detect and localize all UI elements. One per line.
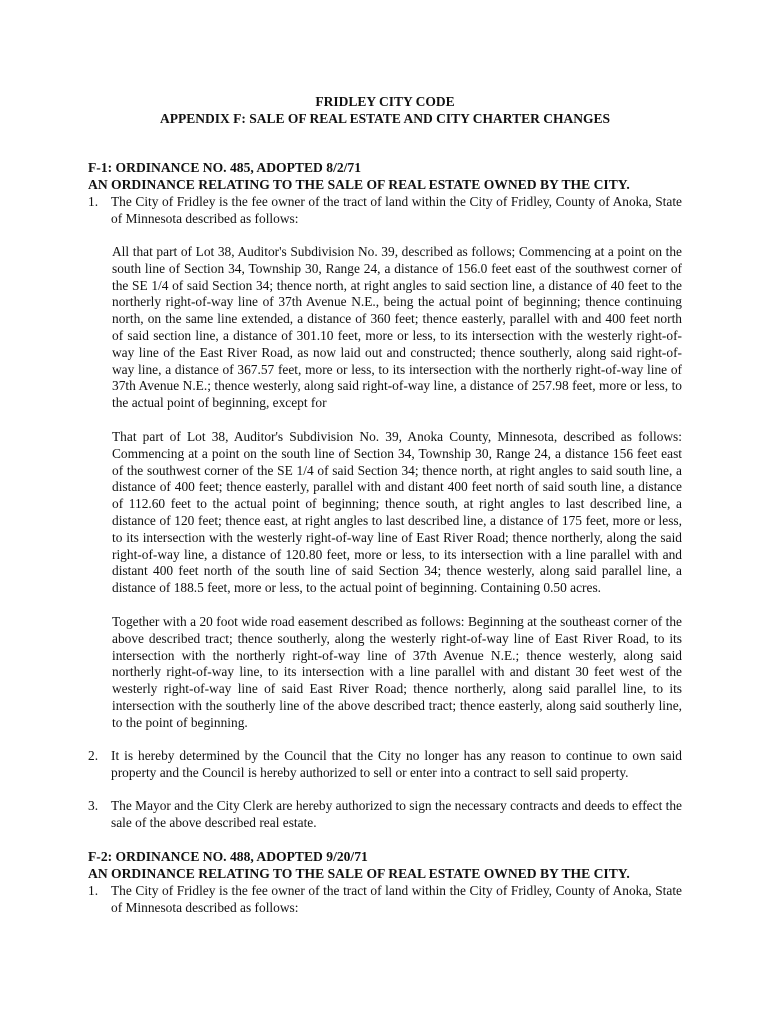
item-text: The City of Fridley is the fee owner of the tract of land within the City of Fridley, County of Anoka, State of Minnesota described as follows:	[111, 194, 682, 226]
section-f1-legal-description-1: All that part of Lot 38, Auditor's Subdivision No. 39, described as follows; Commencing at a point on the south line of Section 34, Township 30, Range 24, a distance of 156.0 feet east of the southwest corner of the SE 1/4 of said Section 34; thence north, at right angles to said section line, a distance of 40 feet to the northerly right-of-way line of 37th Avenue N.E., being the actual point of beginning; thence continuing north, on the same line extended, a distance of 360 feet; thence easterly, parallel with and 400 feet north of said section line, a distance of 301.10 feet, more or less, to its intersection with the westerly right-of-way line of the East River Road, as now laid out and constructed; thence southerly, along said right-of-way line, a distance of 367.57 feet, more or less, to its intersection with the northerly right-of-way line of 37th Avenue N.E.; thence westerly, along said right-of-way line, a distance of 257.98 feet, more or less, to the actual point of beginning, except for	[112, 244, 682, 411]
section-f2-item-1	[88, 883, 682, 917]
section-f1-item-2	[88, 748, 682, 782]
document-subtitle: APPENDIX F: SALE OF REAL ESTATE AND CITY CHARTER CHANGES	[160, 111, 610, 126]
item-text: The City of Fridley is the fee owner of the tract of land within the City of Fridley, County of Anoka, State of Minnesota described as follows:	[111, 883, 682, 915]
item-number: 1.	[88, 194, 99, 209]
item-number: 3.	[88, 798, 99, 813]
document-title: FRIDLEY CITY CODE	[315, 94, 455, 109]
section-f1-legal-description-2: That part of Lot 38, Auditor's Subdivision No. 39, Anoka County, Minnesota, described as follows: Commencing at a point on the south line of Section 34, Township 30, Range 24, a distance 156 feet east of the southwest corner of the SE 1/4 of said Section 34; thence north, at right angles to said south line, a distance of 400 feet; thence easterly, parallel with and distant 400 feet north of said south line, a distance of 112.60 feet to the actual point of beginning; thence south, at right angles to last described line, a distance of 120 feet; thence east, at right angles to last described line, a distance of 175 feet, more or less, to its intersection with the westerly right-of-way line of East River Road; thence northerly, along the said right-of-way line, a distance of 120.80 feet, more or less, to its intersection with a line parallel with and distant 400 feet north of the south line of said Section 34; thence westerly, along said parallel line, a distance of 188.5 feet, more or less, to the actual point of beginning. Containing 0.50 acres.	[112, 429, 682, 596]
item-text: The Mayor and the City Clerk are hereby authorized to sign the necessary contracts and deeds to effect the sale of the above described real estate.	[111, 798, 682, 830]
section-f2-heading: AN ORDINANCE RELATING TO THE SALE OF REAL ESTATE OWNED BY THE CITY.	[88, 866, 630, 881]
item-number: 1.	[88, 883, 99, 898]
section-f1-heading: AN ORDINANCE RELATING TO THE SALE OF REAL ESTATE OWNED BY THE CITY.	[88, 177, 630, 192]
section-f1-easement-description: Together with a 20 foot wide road easement described as follows: Beginning at the southeast corner of the above described tract; thence southerly, along the westerly right-of-way line of East River Road, to its intersection with the northerly right-of-way line of 37th Avenue N.E.; thence westerly, along said northerly right-of-way line, to its intersection with a line parallel with and distant 30 feet west of the westerly right-of-way line of said East River Road; thence northerly, along said parallel line, to its intersection with the southerly line of the above described tract; thence easterly, along said southerly line, to the point of beginning.	[112, 614, 682, 730]
section-f1-item-1	[88, 194, 682, 228]
item-text: It is hereby determined by the Council that the City no longer has any reason to continue to own said property and the Council is hereby authorized to sell or enter into a contract to sell said property.	[111, 748, 682, 780]
section-f1-item-3	[88, 798, 682, 832]
section-f1-title: F-1: ORDINANCE NO. 485, ADOPTED 8/2/71	[88, 160, 362, 175]
item-number: 2.	[88, 748, 99, 763]
section-f2-title: F-2: ORDINANCE NO. 488, ADOPTED 9/20/71	[88, 849, 368, 864]
